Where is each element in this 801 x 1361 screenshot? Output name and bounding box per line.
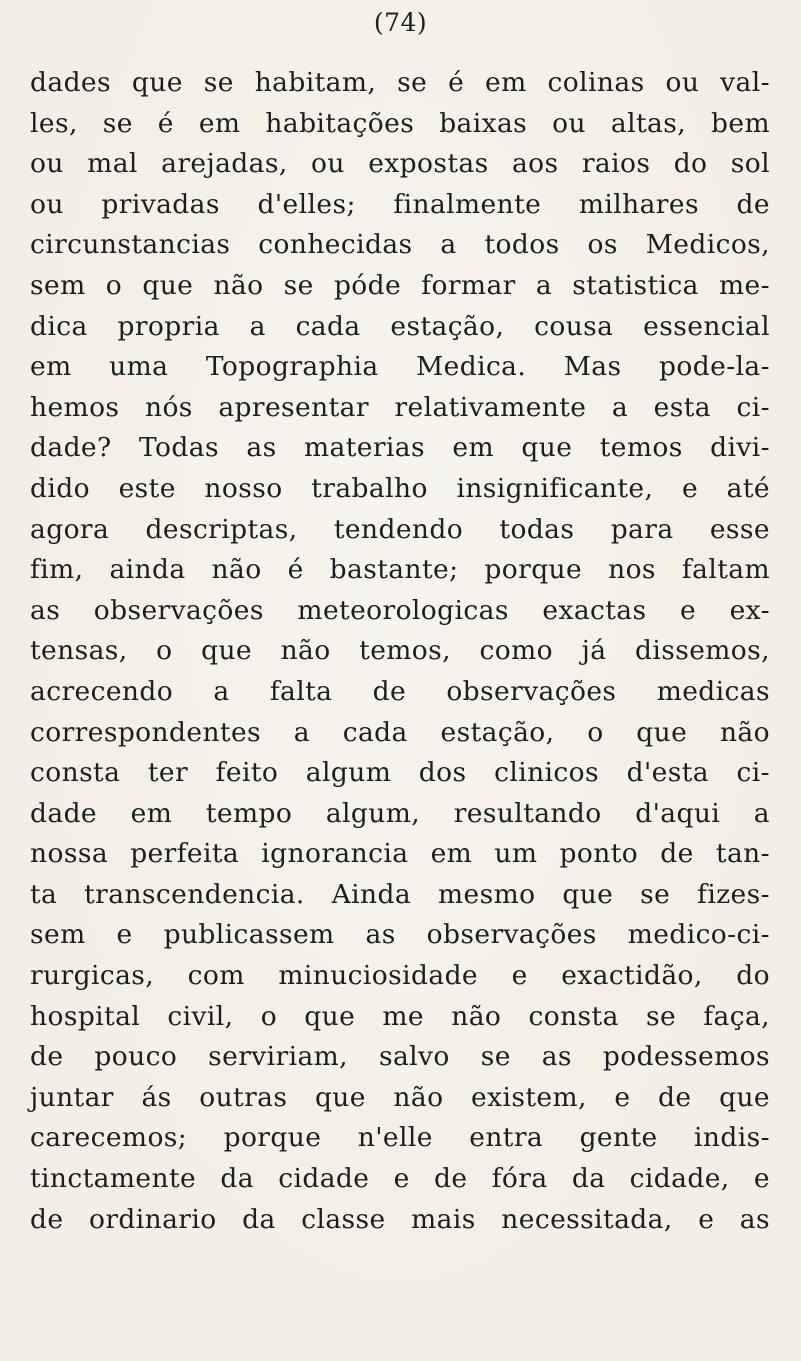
text-line: ou mal arejadas, ou expostas aos raios do sol	[30, 148, 770, 180]
text-line: carecemos; porque n'elle entra gente indis-	[30, 1122, 770, 1154]
text-line: les, se é em habitações baixas ou altas, bem	[30, 107, 770, 139]
text-line: de pouco serviriam, salvo se as podessemos	[30, 1041, 770, 1073]
page-number: (74)	[373, 8, 428, 37]
text-line: dade? Todas as materias em que temos divi-	[30, 432, 770, 464]
text-line: dica propria a cada estação, cousa essencial	[30, 310, 770, 342]
text-line: correspondentes a cada estação, o que não	[30, 716, 770, 748]
text-line: de ordinario da classe mais necessitada, e as	[30, 1203, 770, 1235]
text-line: tensas, o que não temos, como já dissemos,	[30, 635, 770, 667]
text-line: as observações meteorologicas exactas e ex-	[30, 594, 770, 626]
text-line: circunstancias conhecidas a todos os Medicos,	[30, 229, 770, 261]
text-line: sem e publicassem as observações medico-ci-	[30, 919, 770, 951]
text-line: tinctamente da cidade e de fóra da cidade, e	[30, 1163, 770, 1195]
text-line: ou privadas d'elles; finalmente milhares de	[30, 188, 770, 220]
text-line: dades que se habitam, se é em colinas ou val-	[30, 67, 770, 98]
text-line: hospital civil, o que me não consta se faça,	[30, 1000, 770, 1032]
text-line: consta ter feito algum dos clinicos d'esta ci-	[30, 757, 770, 789]
text-line: agora descriptas, tendendo todas para esse	[30, 513, 770, 545]
text-line: acrecendo a falta de observações medicas	[30, 675, 770, 707]
text-line: hemos nós apresentar relativamente a esta ci-	[30, 391, 770, 423]
text-line: dade em tempo algum, resultando d'aqui a	[30, 797, 770, 829]
text-line: em uma Topographia Medica. Mas pode-la-	[30, 351, 770, 383]
text-line: juntar ás outras que não existem, e de que	[30, 1081, 770, 1113]
text-line: ta transcendencia. Ainda mesmo que se fizes-	[30, 878, 770, 910]
text-line: nossa perfeita ignorancia em um ponto de tan-	[30, 838, 770, 870]
text-line: fim, ainda não é bastante; porque nos faltam	[30, 554, 770, 586]
text-line: dido este nosso trabalho insignificante, e até	[30, 472, 770, 504]
body-text	[30, 63, 770, 1240]
text-line: sem o que não se póde formar a statistica me-	[30, 269, 770, 301]
text-line: rurgicas, com minuciosidade e exactidão, do	[30, 960, 770, 992]
